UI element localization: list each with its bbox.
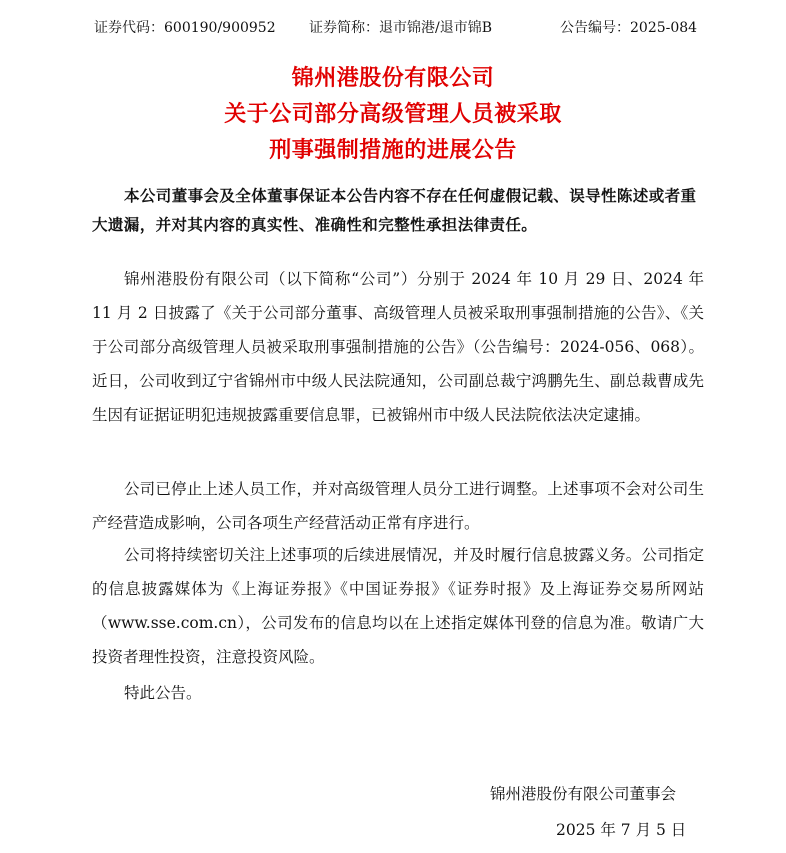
board-statement: 本公司董事会及全体董事保证本公告内容不存在任何虚假记载、误导性陈述或者重大遗漏，并对其内容的真实性、准确性和完整性承担法律责任。 bbox=[92, 186, 697, 234]
paragraph-background: 锦州港股份有限公司（以下简称“公司”）分别于 2024 年 10 月 29 日、2024 年 11 月 2 日披露了《关于公司部分董事、高级管理人员被采取刑事强制措施的公告》、《关于公司部分高级管理人员被采取刑事强制措施的公告》（公告编号：2024-056、068）。近日，公司收到辽宁省锦州市中级人民法院通知，公司副总裁宁鸿鹏先生、副总裁曹成先生因有证据证明犯违规披露重要信息罪，已被锦州市中级人民法院依法决定逮捕。 bbox=[92, 270, 704, 424]
paragraph-disclosure: 公司将持续密切关注上述事项的后续进展情况，并及时履行信息披露义务。公司指定的信息披露媒体为《上海证券报》《中国证券报》《证券时报》及上海证券交易所网站（www.sse.com.cn），公司发布的信息均以在上述指定媒体刊登的信息为准。敬请广大投资者理性投资，注意投资风险。 bbox=[92, 546, 704, 666]
paragraph-impact: 公司已停止上述人员工作，并对高级管理人员分工进行调整。上述事项不会对公司生产经营造成影响，公司各项生产经营活动正常有序进行。 bbox=[92, 480, 704, 532]
stock-abbreviation: 证券简称：退市锦港/退市锦B bbox=[309, 20, 493, 36]
signature-date: 2025 年 7 月 5 日 bbox=[556, 821, 687, 839]
title-line-2: 关于公司部分高级管理人员被采取 bbox=[224, 101, 562, 127]
stock-code: 证券代码：600190/900952 bbox=[94, 20, 276, 36]
document-header bbox=[94, 17, 714, 39]
paragraph-closing: 特此公告。 bbox=[124, 684, 202, 702]
title-line-3: 刑事强制措施的进展公告 bbox=[269, 137, 517, 163]
notice-number: 公告编号：2025-084 bbox=[560, 20, 698, 36]
title-line-1: 锦州港股份有限公司 bbox=[291, 65, 495, 91]
signature-company: 锦州港股份有限公司董事会 bbox=[490, 785, 677, 803]
